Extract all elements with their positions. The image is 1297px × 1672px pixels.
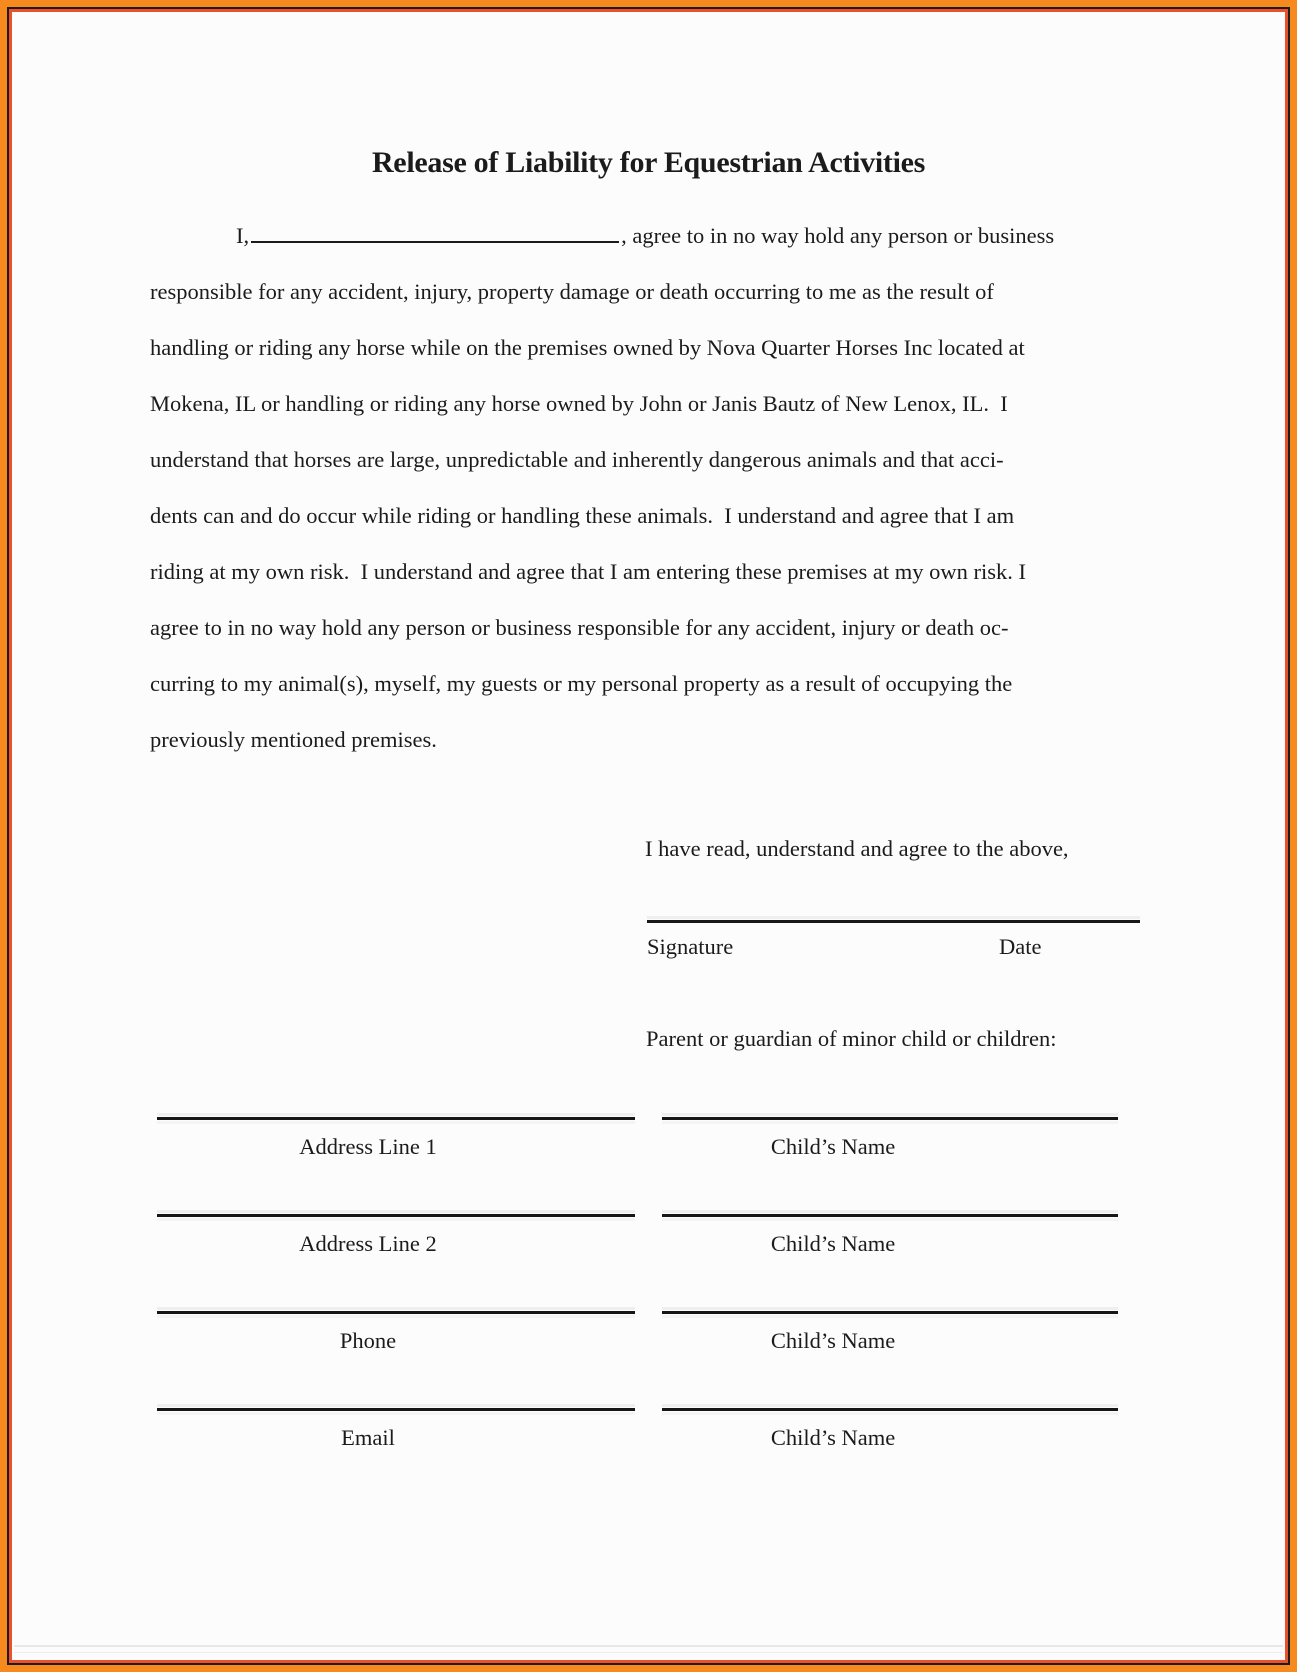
childs-name-field-1[interactable] <box>662 1117 1118 1120</box>
form-cell <box>662 1408 1118 1453</box>
address-line-1-label: Address Line 1 <box>299 1134 437 1159</box>
phone-field[interactable] <box>157 1311 635 1314</box>
childs-name-label-2: Child’s Name <box>770 1231 896 1256</box>
address-line-1-field[interactable] <box>157 1117 635 1120</box>
form-cell <box>157 1311 635 1356</box>
email-field[interactable] <box>157 1408 635 1411</box>
intro-prefix: I, <box>236 223 250 248</box>
form-cell <box>157 1214 635 1259</box>
signature-line-field[interactable] <box>647 920 1140 923</box>
form-row <box>0 1214 1297 1284</box>
scan-artifact-line <box>14 1652 1283 1653</box>
address-line-2-label: Address Line 2 <box>299 1231 437 1256</box>
name-blank-field[interactable] <box>251 219 619 244</box>
paragraph-line: curring to my animal(s), myself, my guests or my personal property as a result of occupying the <box>150 671 1013 696</box>
paragraph-line: agree to in no way hold any person or business responsible for any accident, injury or death oc- <box>150 615 1009 640</box>
liability-paragraph <box>150 208 1150 768</box>
childs-name-label-1: Child’s Name <box>770 1134 896 1159</box>
signature-label: Signature <box>647 934 734 959</box>
phone-label: Phone <box>339 1328 397 1353</box>
document-title: Release of Liability for Equestrian Activities <box>371 146 926 179</box>
form-row <box>0 1311 1297 1381</box>
form-cell <box>662 1117 1118 1162</box>
paragraph-line: riding at my own risk. I understand and agree that I am entering these premises at my own risk. I <box>150 559 1027 584</box>
form-cell <box>662 1214 1118 1259</box>
childs-name-label-3: Child’s Name <box>770 1328 896 1353</box>
childs-name-label-4: Child’s Name <box>770 1425 896 1450</box>
signature-labels-row <box>647 932 1140 962</box>
email-label: Email <box>341 1425 395 1450</box>
paragraph-line: Mokena, IL or handling or riding any horse owned by John or Janis Bautz of New Lenox, IL. I <box>150 391 1008 416</box>
childs-name-field-3[interactable] <box>662 1311 1118 1314</box>
form-cell <box>157 1408 635 1453</box>
date-label: Date <box>999 934 1042 959</box>
address-line-2-field[interactable] <box>157 1214 635 1217</box>
paragraph-line: understand that horses are large, unpredictable and inherently dangerous animals and that acci- <box>150 447 1004 472</box>
scan-artifact-line <box>14 1645 1283 1647</box>
acknowledgment-statement: I have read, understand and agree to the above, <box>645 836 1069 861</box>
paragraph-line: previously mentioned premises. <box>150 727 437 752</box>
form-cell <box>662 1311 1118 1356</box>
intro-suffix: , agree to in no way hold any person or business <box>621 223 1055 248</box>
paragraph-line: dents can and do occur while riding or handling these animals. I understand and agree that I am <box>150 503 1015 528</box>
guardian-heading: Parent or guardian of minor child or children: <box>646 1026 1057 1051</box>
form-cell <box>157 1117 635 1162</box>
childs-name-field-2[interactable] <box>662 1214 1118 1217</box>
childs-name-field-4[interactable] <box>662 1408 1118 1411</box>
paragraph-intro-line <box>150 208 1150 264</box>
form-row <box>0 1408 1297 1478</box>
form-row <box>0 1117 1297 1187</box>
paragraph-line: responsible for any accident, injury, property damage or death occurring to me as the result of <box>150 279 994 304</box>
paragraph-line: handling or riding any horse while on the premises owned by Nova Quarter Horses Inc located at <box>150 335 1025 360</box>
